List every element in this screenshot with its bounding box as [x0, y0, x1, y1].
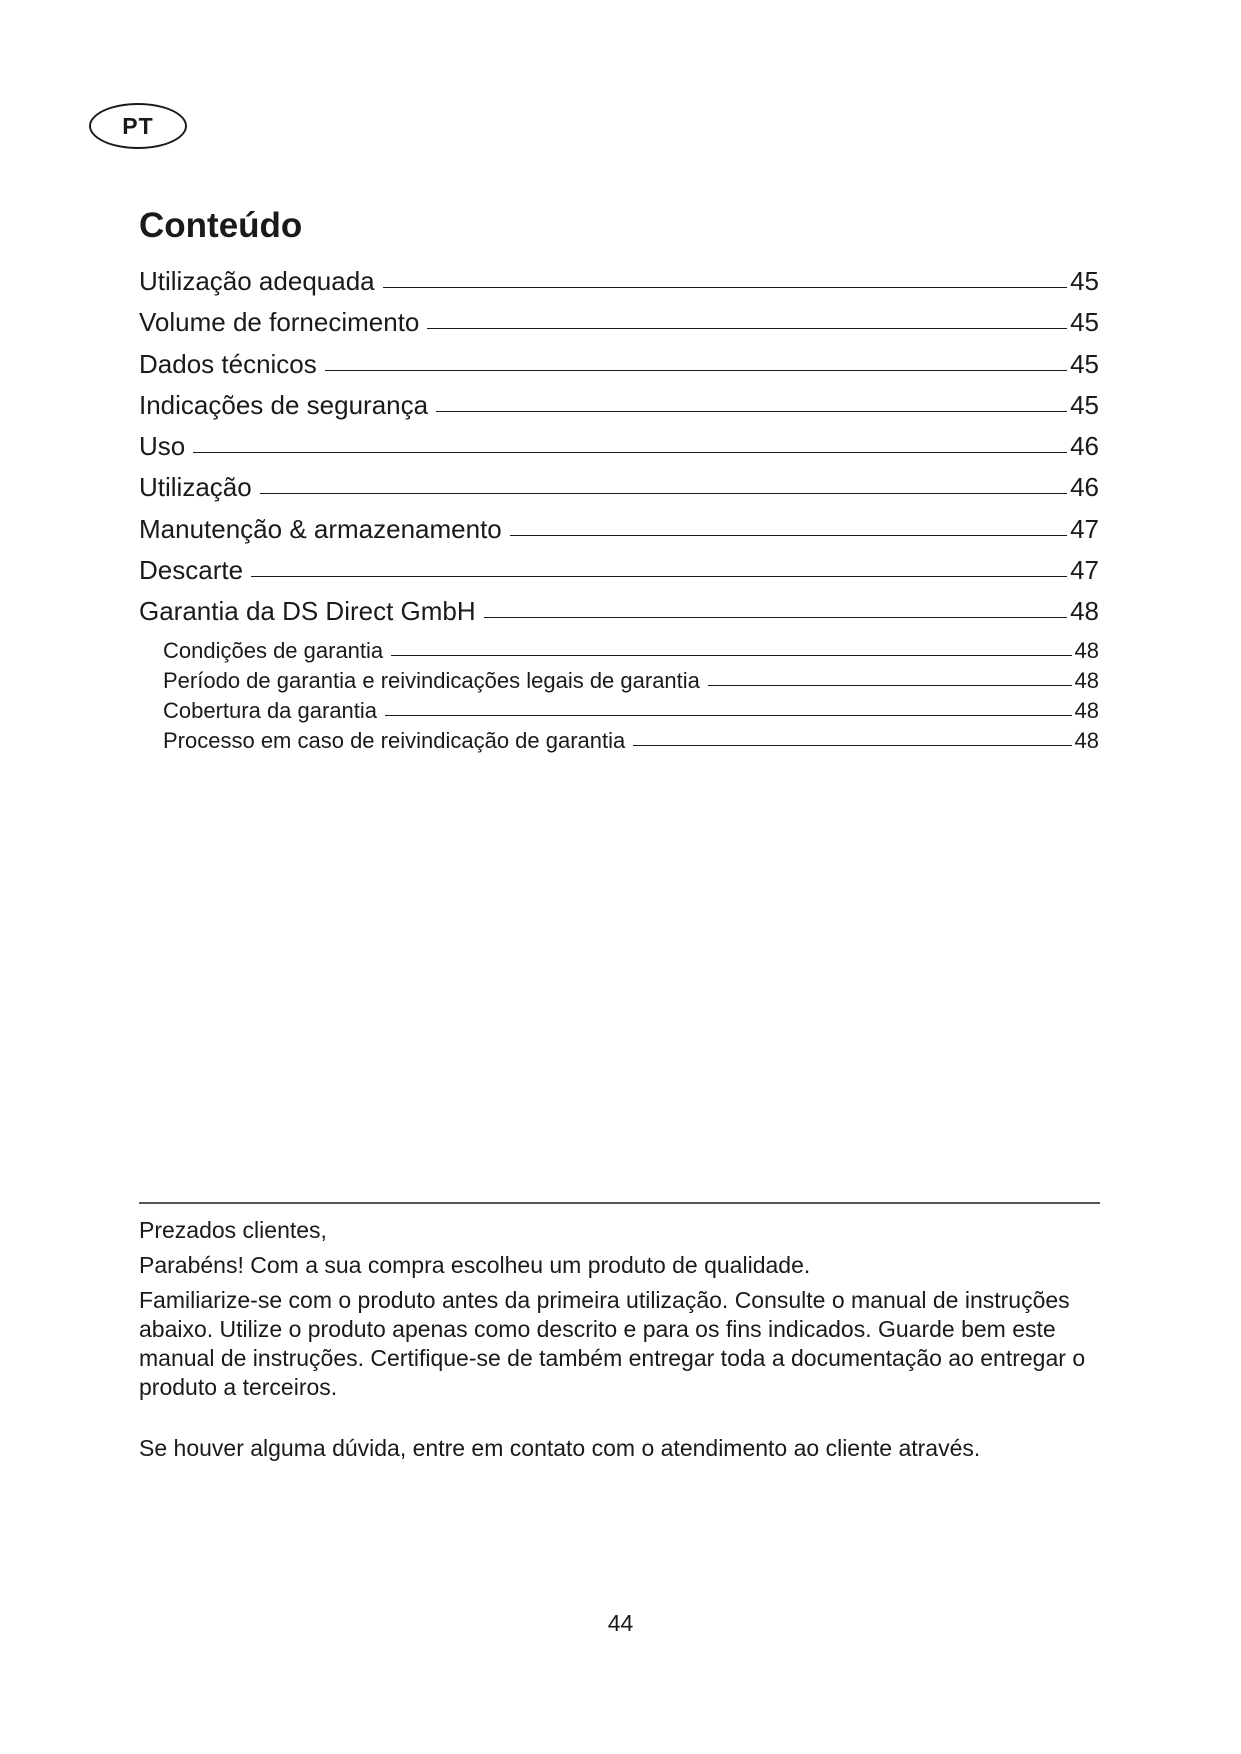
- toc-leader-line: [385, 715, 1071, 716]
- language-badge: PT: [89, 103, 187, 149]
- table-of-contents: [139, 266, 1099, 758]
- toc-entry-page: 45: [1070, 266, 1099, 296]
- intro-section: [139, 1216, 1099, 1463]
- greeting-text: Prezados clientes,: [139, 1217, 327, 1243]
- toc-entry-label: Volume de fornecimento: [139, 307, 420, 338]
- toc-entry-label: Descarte: [139, 555, 244, 586]
- toc-entry-page: 45: [1070, 307, 1099, 338]
- toc-subentry[interactable]: [139, 728, 1099, 758]
- toc-entry-label: Utilização adequada: [139, 266, 375, 296]
- toc-entry[interactable]: [139, 307, 1099, 348]
- toc-entry-page: 47: [1070, 513, 1099, 544]
- page-number: 44: [607, 1610, 634, 1636]
- toc-leader-line: [633, 745, 1071, 746]
- toc-leader-line: [391, 655, 1071, 656]
- toc-title: Conteúdo: [139, 206, 303, 245]
- toc-leader-line: [427, 328, 1067, 329]
- toc-entry-label: Utilização: [139, 472, 252, 503]
- toc-leader-line: [383, 287, 1067, 288]
- toc-leader-line: [325, 370, 1067, 371]
- toc-entry-label: Condições de garantia: [163, 637, 384, 663]
- intro-paragraph: Familiarize-se com o produto antes da primeira utilização. Consulte o manual de instruções abaixo. Utilize o produto apenas como descrito e para os fins indicados. Guarde bem este manual de instruções. Certifique-se de também entregar toda a documentação ao entregar o produto a terceiros.: [139, 1287, 1086, 1400]
- toc-entry-page: 48: [1074, 667, 1099, 693]
- toc-entry-page: 48: [1070, 596, 1099, 627]
- toc-subentry[interactable]: [139, 698, 1099, 728]
- toc-entry-label: Período de garantia e reivindicações legais de garantia: [163, 667, 700, 693]
- toc-entry-page: 46: [1070, 431, 1099, 462]
- toc-entry-label: Uso: [139, 431, 186, 462]
- toc-entry-label: Processo em caso de reivindicação de garantia: [163, 727, 626, 753]
- congratulations-text: Parabéns! Com a sua compra escolheu um produto de qualidade.: [139, 1252, 811, 1278]
- section-divider: [139, 1202, 1100, 1204]
- toc-leader-line: [708, 685, 1072, 686]
- toc-entry-page: 45: [1070, 348, 1099, 379]
- toc-entry-label: Cobertura da garantia: [163, 697, 378, 723]
- toc-entry-page: 45: [1070, 389, 1099, 420]
- toc-leader-line: [251, 576, 1067, 577]
- toc-entry[interactable]: [139, 349, 1099, 390]
- toc-leader-line: [484, 617, 1067, 618]
- toc-entry-page: 46: [1070, 472, 1099, 503]
- toc-entry-label: Manutenção & armazenamento: [139, 513, 502, 544]
- toc-entry[interactable]: [139, 390, 1099, 431]
- toc-leader-line: [510, 535, 1067, 536]
- toc-leader-line: [436, 411, 1067, 412]
- toc-entry[interactable]: [139, 266, 1099, 307]
- toc-leader-line: [260, 493, 1067, 494]
- toc-entry-label: Dados técnicos: [139, 348, 317, 379]
- toc-subentry[interactable]: [139, 668, 1099, 698]
- toc-entry-label: Indicações de segurança: [139, 389, 429, 420]
- toc-entry[interactable]: [139, 472, 1099, 513]
- toc-leader-line: [193, 452, 1067, 453]
- contact-text: Se houver alguma dúvida, entre em contato com o atendimento ao cliente através.: [139, 1435, 981, 1461]
- toc-entry-page: 47: [1070, 555, 1099, 586]
- toc-entry[interactable]: [139, 514, 1099, 555]
- toc-entry[interactable]: [139, 431, 1099, 472]
- toc-entry-page: 48: [1074, 697, 1099, 723]
- toc-entry-page: 48: [1074, 637, 1099, 663]
- toc-entry-page: 48: [1074, 727, 1099, 753]
- toc-subentry[interactable]: [139, 638, 1099, 668]
- toc-entry[interactable]: [139, 596, 1099, 637]
- toc-entry[interactable]: [139, 555, 1099, 596]
- toc-entry-label: Garantia da DS Direct GmbH: [139, 596, 476, 627]
